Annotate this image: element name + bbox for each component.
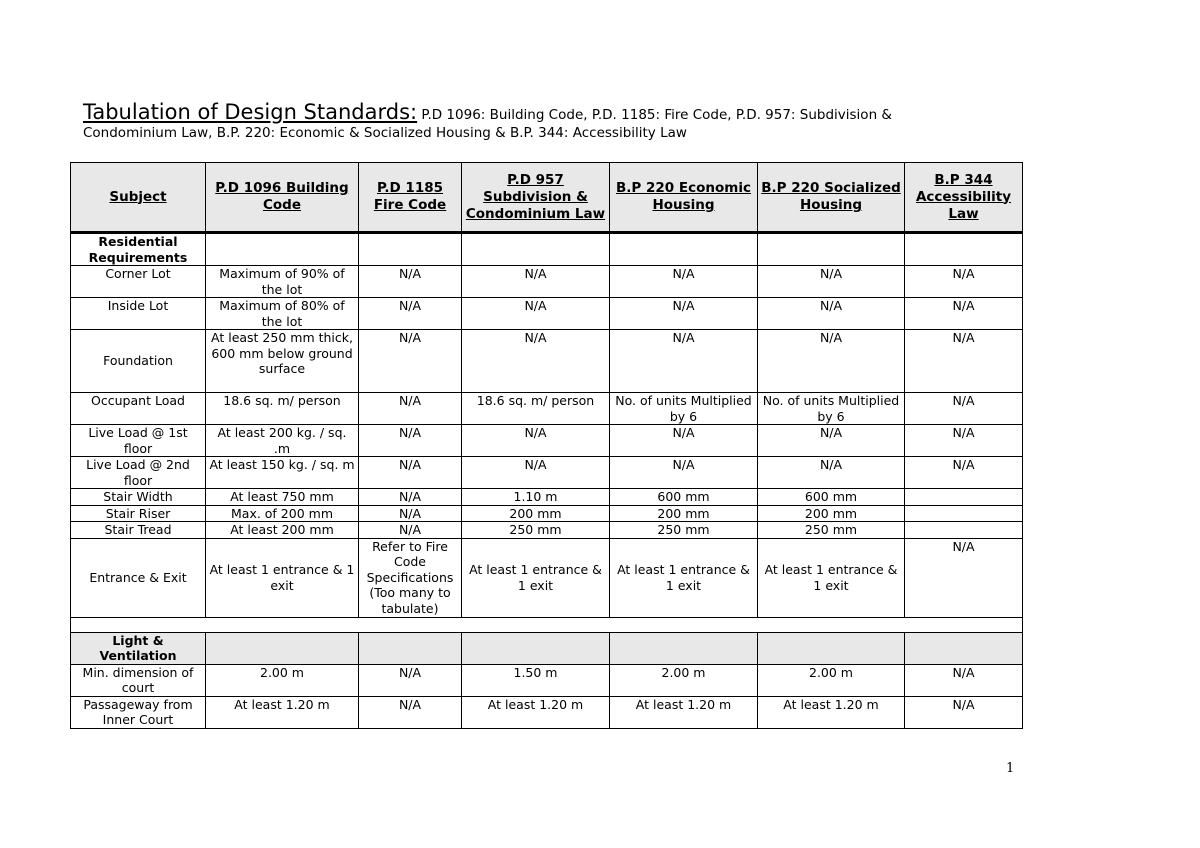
table-row [71, 330, 1023, 393]
empty-cell [462, 233, 610, 266]
cell: 2.00 m [610, 664, 758, 696]
table-row [71, 489, 1023, 506]
table-row [71, 505, 1023, 522]
cell: N/A [905, 664, 1023, 696]
cell-subject: Foundation [71, 330, 206, 393]
cell: At least 1.20 m [462, 696, 610, 728]
title-subtitle: P.D 1096: Building Code, P.D. 1185: Fire Code, P.D. 957: Subdivision & Condominium Law, B.P. 220: Economic & Socialized Housing & B.P. 344: Accessibility Law [83, 107, 892, 141]
table-row [71, 425, 1023, 457]
cell: N/A [462, 266, 610, 298]
cell: N/A [758, 457, 905, 489]
header-pd1096: P.D 1096 Building Code [206, 163, 359, 233]
spacer-cell [71, 617, 1023, 632]
header-bp220-economic: B.P 220 Economic Housing [610, 163, 758, 233]
cell: N/A [610, 425, 758, 457]
section-row-residential [71, 233, 1023, 266]
cell: N/A [359, 330, 462, 393]
cell-subject: Entrance & Exit [71, 538, 206, 617]
cell: 1.50 m [462, 664, 610, 696]
cell: N/A [359, 489, 462, 506]
cell: N/A [462, 298, 610, 330]
cell: N/A [905, 266, 1023, 298]
cell-subject: Occupant Load [71, 393, 206, 425]
section-label-light: Light & Ventilation [71, 632, 206, 664]
empty-cell [905, 233, 1023, 266]
cell-subject: Inside Lot [71, 298, 206, 330]
table-row [71, 696, 1023, 728]
cell: 600 mm [610, 489, 758, 506]
cell: At least 1 entrance & 1 exit [758, 538, 905, 617]
cell-subject: Stair Riser [71, 505, 206, 522]
cell: 250 mm [462, 522, 610, 539]
cell: No. of units Multiplied by 6 [758, 393, 905, 425]
document-title [83, 100, 983, 142]
empty-cell [905, 632, 1023, 664]
table-row [71, 664, 1023, 696]
cell: 250 mm [758, 522, 905, 539]
cell: N/A [758, 330, 905, 393]
cell: No. of units Multiplied by 6 [610, 393, 758, 425]
cell: 200 mm [758, 505, 905, 522]
cell: N/A [610, 266, 758, 298]
cell: N/A [359, 298, 462, 330]
empty-cell [462, 632, 610, 664]
cell: N/A [610, 457, 758, 489]
cell: 2.00 m [206, 664, 359, 696]
cell: N/A [359, 522, 462, 539]
cell-subject: Corner Lot [71, 266, 206, 298]
section-row-light [71, 632, 1023, 664]
cell: At least 1.20 m [610, 696, 758, 728]
cell: 250 mm [610, 522, 758, 539]
empty-cell [206, 632, 359, 664]
cell: At least 1.20 m [206, 696, 359, 728]
cell-subject: Stair Tread [71, 522, 206, 539]
header-pd1185: P.D 1185 Fire Code [359, 163, 462, 233]
cell: At least 750 mm [206, 489, 359, 506]
table-row [71, 522, 1023, 539]
cell: N/A [359, 393, 462, 425]
cell: N/A [359, 664, 462, 696]
cell [905, 489, 1023, 506]
cell: 18.6 sq. m/ person [462, 393, 610, 425]
cell: N/A [905, 393, 1023, 425]
section-label-residential: Residential Requirements [71, 233, 206, 266]
cell-subject: Live Load @ 2nd floor [71, 457, 206, 489]
cell: At least 1 entrance & 1 exit [462, 538, 610, 617]
table-row [71, 298, 1023, 330]
cell: N/A [758, 298, 905, 330]
cell-subject: Stair Width [71, 489, 206, 506]
spacer-row [71, 617, 1023, 632]
cell: At least 250 mm thick, 600 mm below ground surface [206, 330, 359, 393]
cell: N/A [462, 457, 610, 489]
empty-cell [610, 632, 758, 664]
page-number: 1 [1006, 761, 1015, 776]
cell: N/A [610, 330, 758, 393]
cell: At least 200 kg. / sq. .m [206, 425, 359, 457]
cell: At least 1 entrance & 1 exit [610, 538, 758, 617]
cell: Maximum of 90% of the lot [206, 266, 359, 298]
cell: Maximum of 80% of the lot [206, 298, 359, 330]
table-row [71, 538, 1023, 617]
empty-cell [359, 233, 462, 266]
cell: N/A [462, 425, 610, 457]
cell: N/A [758, 425, 905, 457]
header-pd957: P.D 957 Subdivision & Condominium Law [462, 163, 610, 233]
cell: N/A [905, 696, 1023, 728]
cell-subject: Live Load @ 1st floor [71, 425, 206, 457]
table-header-row [71, 163, 1023, 233]
cell: At least 1.20 m [758, 696, 905, 728]
cell: N/A [905, 298, 1023, 330]
cell: N/A [905, 457, 1023, 489]
cell: At least 150 kg. / sq. m [206, 457, 359, 489]
cell: N/A [462, 330, 610, 393]
cell: N/A [359, 505, 462, 522]
cell: 600 mm [758, 489, 905, 506]
cell: 200 mm [462, 505, 610, 522]
cell: 2.00 m [758, 664, 905, 696]
header-bp220-socialized: B.P 220 Socialized Housing [758, 163, 905, 233]
empty-cell [206, 233, 359, 266]
empty-cell [610, 233, 758, 266]
design-standards-table [70, 162, 1023, 729]
header-bp344: B.P 344 Accessibility Law [905, 163, 1023, 233]
cell: At least 1 entrance & 1 exit [206, 538, 359, 617]
cell: N/A [359, 425, 462, 457]
cell-subject: Min. dimension of court [71, 664, 206, 696]
cell: At least 200 mm [206, 522, 359, 539]
cell: N/A [758, 266, 905, 298]
cell: 1.10 m [462, 489, 610, 506]
table-row [71, 457, 1023, 489]
cell: N/A [359, 266, 462, 298]
cell: N/A [359, 457, 462, 489]
cell [905, 522, 1023, 539]
empty-cell [758, 632, 905, 664]
cell: N/A [905, 538, 1023, 617]
cell: 18.6 sq. m/ person [206, 393, 359, 425]
empty-cell [758, 233, 905, 266]
cell: Refer to Fire Code Specifications (Too many to tabulate) [359, 538, 462, 617]
table-row [71, 393, 1023, 425]
title-main: Tabulation of Design Standards: [83, 100, 418, 124]
cell: N/A [610, 298, 758, 330]
cell: N/A [905, 330, 1023, 393]
empty-cell [359, 632, 462, 664]
cell [905, 505, 1023, 522]
cell: N/A [905, 425, 1023, 457]
cell: Max. of 200 mm [206, 505, 359, 522]
table-row [71, 266, 1023, 298]
cell: 200 mm [610, 505, 758, 522]
cell-subject: Passageway from Inner Court [71, 696, 206, 728]
cell: N/A [359, 696, 462, 728]
header-subject: Subject [71, 163, 206, 233]
